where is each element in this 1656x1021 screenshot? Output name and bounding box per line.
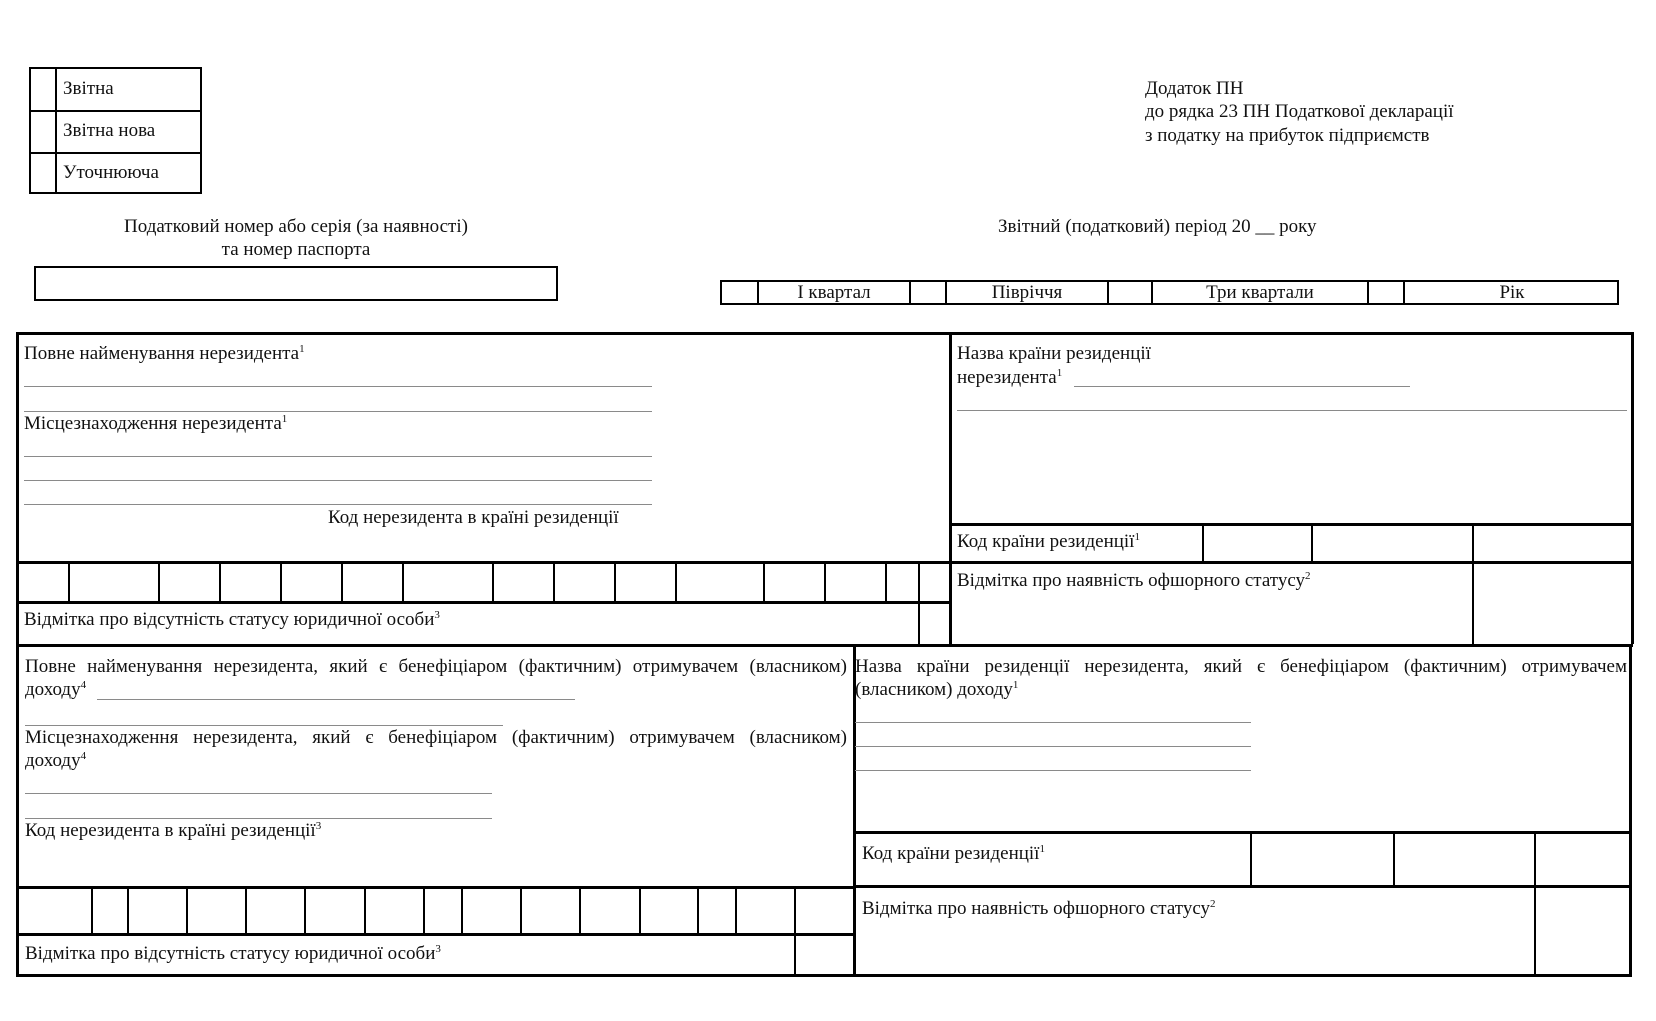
s1-code-row-top [16, 561, 951, 564]
border-left [16, 332, 19, 976]
s2-offshore-checkbox[interactable] [1537, 888, 1628, 973]
report-type-checkbox-zvitna-nova[interactable] [31, 112, 54, 151]
divider [127, 888, 129, 934]
report-type-label-zvitna-nova: Звітна нова [63, 120, 156, 141]
s2-country-code-cell[interactable] [1396, 834, 1533, 884]
s2-beneficiary-name-label-line-1: Повне найменування нерезидента, який є бенефіціаром (фактичним) отримувачем (власником) [25, 656, 847, 677]
s2-beneficiary-location-line[interactable] [25, 793, 492, 794]
s1-country-code-label [957, 530, 1140, 553]
section-1-column-divider [949, 332, 952, 644]
footnote-ref: 1 [299, 343, 305, 355]
divider [614, 563, 616, 602]
footnote-ref: 4 [80, 750, 87, 762]
report-type-checkbox-zvitna[interactable] [31, 69, 54, 109]
period-checkbox-year[interactable] [1369, 282, 1402, 303]
s2-beneficiary-name-text: доходу [25, 679, 81, 700]
s1-country-name-line[interactable] [957, 410, 1627, 411]
s2-beneficiary-name-label-line-2 [25, 678, 86, 701]
divider [158, 563, 160, 602]
s1-country-name-text: нерезидента [957, 367, 1057, 388]
divider [1250, 831, 1252, 886]
s2-code-cell[interactable] [19, 889, 91, 932]
divider [68, 563, 70, 602]
divider [29, 152, 202, 154]
s2-country-name-label-line-2 [855, 678, 1018, 701]
divider [1202, 523, 1204, 562]
divider [423, 888, 425, 934]
footnote-ref: 2 [1210, 898, 1216, 910]
header-line-1: Додаток ПН [1145, 78, 1244, 99]
period-checkbox-q1[interactable] [722, 282, 756, 303]
divider [1534, 831, 1536, 976]
divider [553, 563, 555, 602]
s1-offshore-text: Відмітка про наявність офшорного статусу [957, 570, 1306, 591]
s1-full-name-text: Повне найменування нерезидента [24, 343, 300, 364]
divider [885, 563, 887, 602]
s1-location-line[interactable] [24, 504, 652, 505]
report-type-checkbox-utochnyuyucha[interactable] [31, 154, 54, 192]
s1-no-legal-status-checkbox[interactable] [921, 604, 948, 643]
divider [697, 888, 699, 934]
s2-country-name-text: (власником) доходу [855, 679, 1013, 700]
s1-location-line[interactable] [24, 480, 652, 481]
period-option-half-year: Півріччя [991, 282, 1063, 303]
s2-beneficiary-location-text: доходу [25, 750, 81, 771]
s2-no-legal-status-checkbox[interactable] [797, 936, 852, 973]
footnote-ref: 3 [434, 609, 440, 621]
footnote-ref: 3 [315, 820, 322, 832]
s2-beneficiary-name-line[interactable] [97, 699, 575, 700]
divider [579, 888, 581, 934]
s2-country-name-line[interactable] [855, 746, 1251, 747]
divider [91, 888, 93, 934]
s2-no-legal-status-label [25, 942, 441, 965]
tax-id-label-line-1: Податковий номер або серія (за наявності) [124, 216, 468, 237]
s2-country-name-line[interactable] [855, 770, 1251, 771]
s2-country-code-label [862, 842, 1045, 865]
period-option-three-quarters: Три квартали [1206, 282, 1314, 303]
s1-no-legal-status-label [24, 608, 440, 631]
s2-no-legal-status-text: Відмітка про відсутність статусу юридичної особи [25, 943, 436, 964]
header-line-3: з податку на прибуток підприємств [1145, 125, 1430, 146]
tax-id-input[interactable] [34, 266, 558, 301]
period-option-q1: І квартал [797, 282, 871, 303]
footnote-ref: 1 [1039, 843, 1045, 855]
divider [304, 888, 306, 934]
header-line-2: до рядка 23 ПН Податкової декларації [1145, 101, 1454, 122]
divider [461, 888, 463, 934]
divider [219, 563, 221, 602]
s2-country-code-cell[interactable] [1537, 834, 1628, 884]
divider [1311, 523, 1313, 562]
s1-country-code-cell[interactable] [1314, 526, 1471, 560]
s2-country-code-cell[interactable] [1253, 834, 1392, 884]
border-right [1631, 332, 1634, 644]
s1-country-code-cell[interactable] [1205, 526, 1310, 560]
s1-offshore-label [957, 569, 1311, 592]
s2-beneficiary-location-label-line-1: Місцезнаходження нерезидента, який є бенефіціаром (фактичним) отримувачем (власником) [25, 727, 847, 748]
divider [245, 888, 247, 934]
s2-country-name-line[interactable] [855, 722, 1251, 723]
period-checkbox-half-year[interactable] [911, 282, 944, 303]
s2-code-row-top [16, 886, 855, 889]
footnote-ref: 1 [281, 413, 288, 425]
footnote-ref: 3 [435, 943, 441, 955]
divider [918, 563, 920, 644]
divider [492, 563, 494, 602]
s1-country-code-text: Код країни резиденції [957, 531, 1135, 552]
divider [29, 110, 202, 112]
footnote-ref: 1 [1012, 679, 1019, 691]
s1-country-name-label-line-1: Назва країни резиденції [957, 343, 1151, 364]
s1-code-cell[interactable] [19, 564, 68, 600]
divider [364, 888, 366, 934]
s1-country-name-label-line-2 [957, 366, 1062, 389]
s1-offshore-checkbox[interactable] [1475, 564, 1630, 643]
s2-country-name-label-line-1: Назва країни резиденції нерезидента, який є бенефіціаром (фактичним) отримувачем [855, 656, 1627, 677]
divider [824, 563, 826, 602]
footnote-ref: 4 [80, 679, 87, 691]
divider [402, 563, 404, 602]
report-type-label-zvitna: Звітна [63, 78, 114, 99]
report-type-label-utochnyuyucha: Уточнююча [63, 162, 159, 183]
s1-code-label: Код нерезидента в країні резиденції [328, 507, 619, 528]
s2-offshore-text: Відмітка про наявність офшорного статусу [862, 898, 1211, 919]
s1-location-line[interactable] [24, 456, 652, 457]
divider [1472, 523, 1474, 644]
border-bottom [16, 974, 1632, 977]
period-checkbox-three-quarters[interactable] [1109, 282, 1150, 303]
s2-code-row-bottom [16, 933, 855, 936]
s1-location-label [24, 412, 287, 435]
s1-full-name-label [24, 342, 305, 365]
s2-code-text: Код нерезидента в країні резиденції [25, 820, 316, 841]
divider [186, 888, 188, 934]
divider [341, 563, 343, 602]
s2-beneficiary-location-label-line-2 [25, 749, 86, 772]
period-option-year: Рік [1499, 282, 1525, 303]
s1-code-row-bottom [16, 601, 951, 604]
divider [1393, 831, 1395, 886]
divider [520, 888, 522, 934]
s2-code-label [25, 819, 321, 842]
divider [639, 888, 641, 934]
divider [794, 888, 796, 976]
s1-no-legal-status-text: Відмітка про відсутність статусу юридичної особи [24, 609, 435, 630]
s2-country-code-text: Код країни резиденції [862, 843, 1040, 864]
footnote-ref: 1 [1134, 531, 1140, 543]
divider [280, 563, 282, 602]
divider [735, 888, 737, 934]
tax-id-label-line-2: та номер паспорта [221, 239, 371, 260]
s1-country-code-cell[interactable] [1475, 526, 1630, 560]
divider [675, 563, 677, 602]
s2-country-code-row-bottom [853, 885, 1632, 888]
s1-country-name-line[interactable] [1074, 386, 1410, 387]
s1-full-name-line[interactable] [24, 386, 652, 387]
border-top [16, 332, 1633, 335]
s2-offshore-label [862, 897, 1216, 920]
border-right-lower [1629, 644, 1632, 976]
period-label: Звітний (податковий) період 20 __ року [998, 216, 1317, 237]
footnote-ref: 1 [1056, 367, 1063, 379]
divider [763, 563, 765, 602]
section-separator [16, 644, 1633, 647]
s1-location-text: Місцезнаходження нерезидента [24, 413, 282, 434]
footnote-ref: 2 [1305, 570, 1311, 582]
divider [55, 67, 57, 194]
